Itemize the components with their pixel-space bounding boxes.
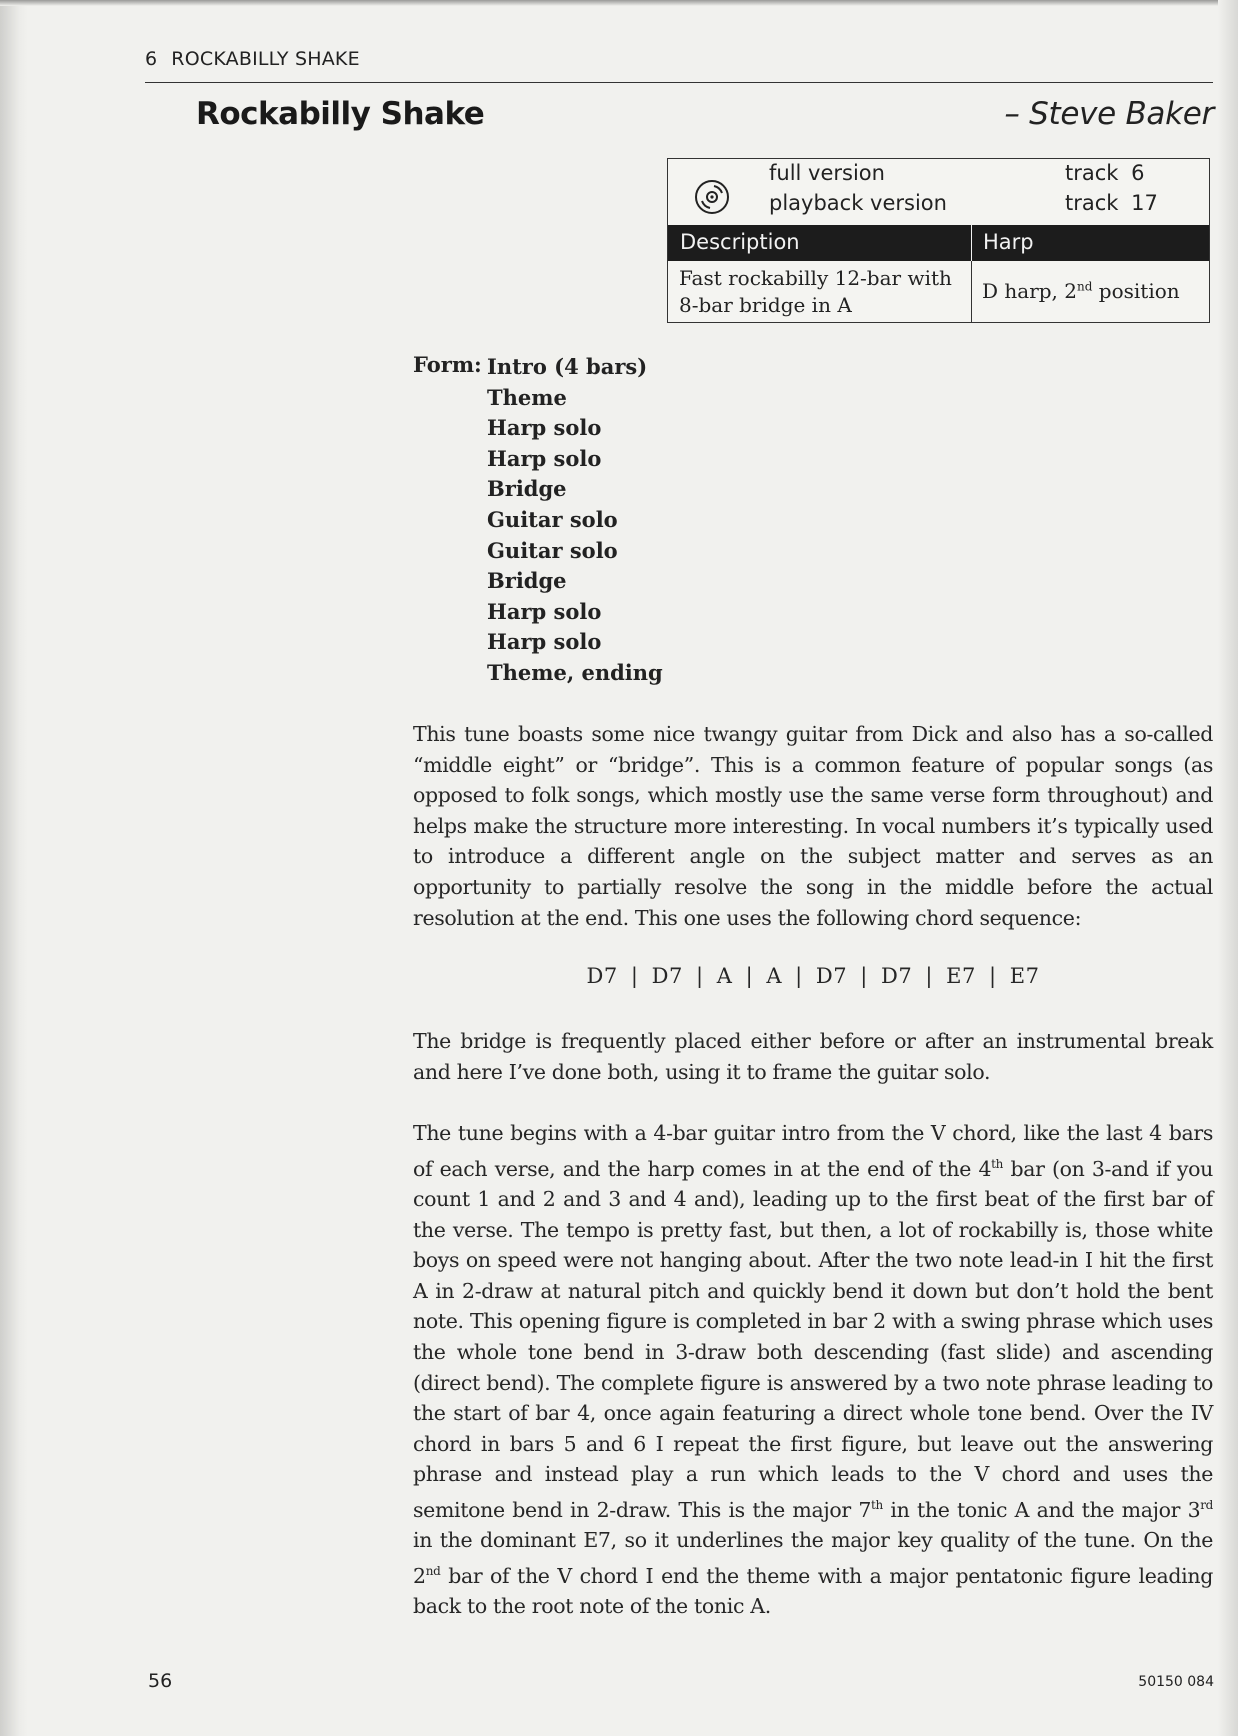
track-info-box [667, 158, 1210, 323]
form-item: Harp solo [487, 445, 602, 471]
page-right-edge [1218, 0, 1238, 1736]
form-item: Harp solo [487, 629, 602, 655]
description-text: Fast rockabilly 12-bar with 8-bar bridge in A [679, 266, 952, 317]
chapter-title: ROCKABILLY SHAKE [171, 48, 360, 70]
page-binding-shadow [0, 0, 28, 1736]
body-paragraph-3: The tune begins with a 4-bar guitar intro from the V chord, like the last 4 bars of each verse, and the harp comes in at the end of the 4th bar (on 3-and if you count 1 and 2 and 3 and 4 and), leading up to the first beat of the first bar of the verse. The tempo is pretty fast, but then, a lot of rockabilly is, those white boys on speed were not hanging about. After the two note lead-in I hit the first A in 2-draw at natural pitch and quickly bend it down but don’t hold the bent note. This opening figure is completed in bar 2 with a swing phrase which uses the whole tone bend in 3-draw both descending (fast slide) and ascending (direct bend). The complete figure is answered by a two note phrase leading to the start of bar 4, once again featuring a direct whole tone bend. Over the IV chord in bars 5 and 6 I repeat the first figure, but leave out the answering phrase and instead play a run which leads to the V chord and uses the semitone bend in 2-draw. This is the major 7th in the tonic A and the major 3rd in the dominant E7, so it underlines the major key quality of the tune. On the 2nd bar of the V chord I end the theme with a major pentatonic figure leading back to the root note of the tonic A. [413, 1121, 1214, 1619]
header-divider [971, 225, 972, 261]
header-rule [145, 82, 1213, 83]
form-item: Harp solo [487, 598, 602, 624]
song-title: Rockabilly Shake [196, 96, 485, 132]
page-number: 56 [148, 1670, 173, 1692]
form-item: Bridge [487, 568, 567, 594]
page-top-edge [0, 0, 1238, 6]
song-author: – Steve Baker [1004, 96, 1214, 132]
cd-icon [694, 179, 730, 215]
info-header-bar [668, 225, 1209, 261]
chord-sequence: D7 | D7 | A | A | D7 | D7 | E7 | E7 [586, 964, 1040, 988]
description-header: Description [680, 230, 800, 254]
form-list [487, 352, 663, 689]
body-paragraph-2: The bridge is frequently placed either before or after an instrumental break and here I’ve done both, using it to frame the guitar solo. [413, 1029, 1213, 1084]
column-divider [971, 261, 972, 322]
harp-header: Harp [983, 230, 1034, 254]
form-item: Theme [487, 384, 567, 410]
catalog-number: 50150 084 [1138, 1674, 1214, 1690]
form-item: Intro (4 bars) [487, 354, 648, 379]
track-number-playback: track 17 [1065, 191, 1158, 215]
body-paragraph-1: This tune boasts some nice twangy guitar from Dick and also has a so-called “middle eight” or “bridge”. This is a common feature of popular songs (as opposed to folk songs, which mostly use the same verse form throughout) and helps make the structure more interesting. In vocal numbers it’s typically used to introduce a different angle on the subject matter and serves as an opportunity to partially resolve the song in the middle before the actual resolution at the end. This one uses the following chord sequence: [413, 722, 1213, 930]
track-number-full: track 6 [1065, 161, 1145, 185]
running-head [145, 48, 360, 70]
form-label: Form: [413, 352, 482, 377]
harp-text: D harp, 2nd position [982, 279, 1180, 303]
track-label-full: full version [769, 161, 885, 185]
form-item: Guitar solo [487, 506, 618, 532]
track-label-playback: playback version [769, 191, 947, 215]
form-item: Guitar solo [487, 537, 618, 563]
chapter-number: 6 [145, 48, 158, 70]
form-item: Theme, ending [487, 659, 663, 685]
form-item: Harp solo [487, 415, 602, 441]
form-item: Bridge [487, 476, 567, 502]
